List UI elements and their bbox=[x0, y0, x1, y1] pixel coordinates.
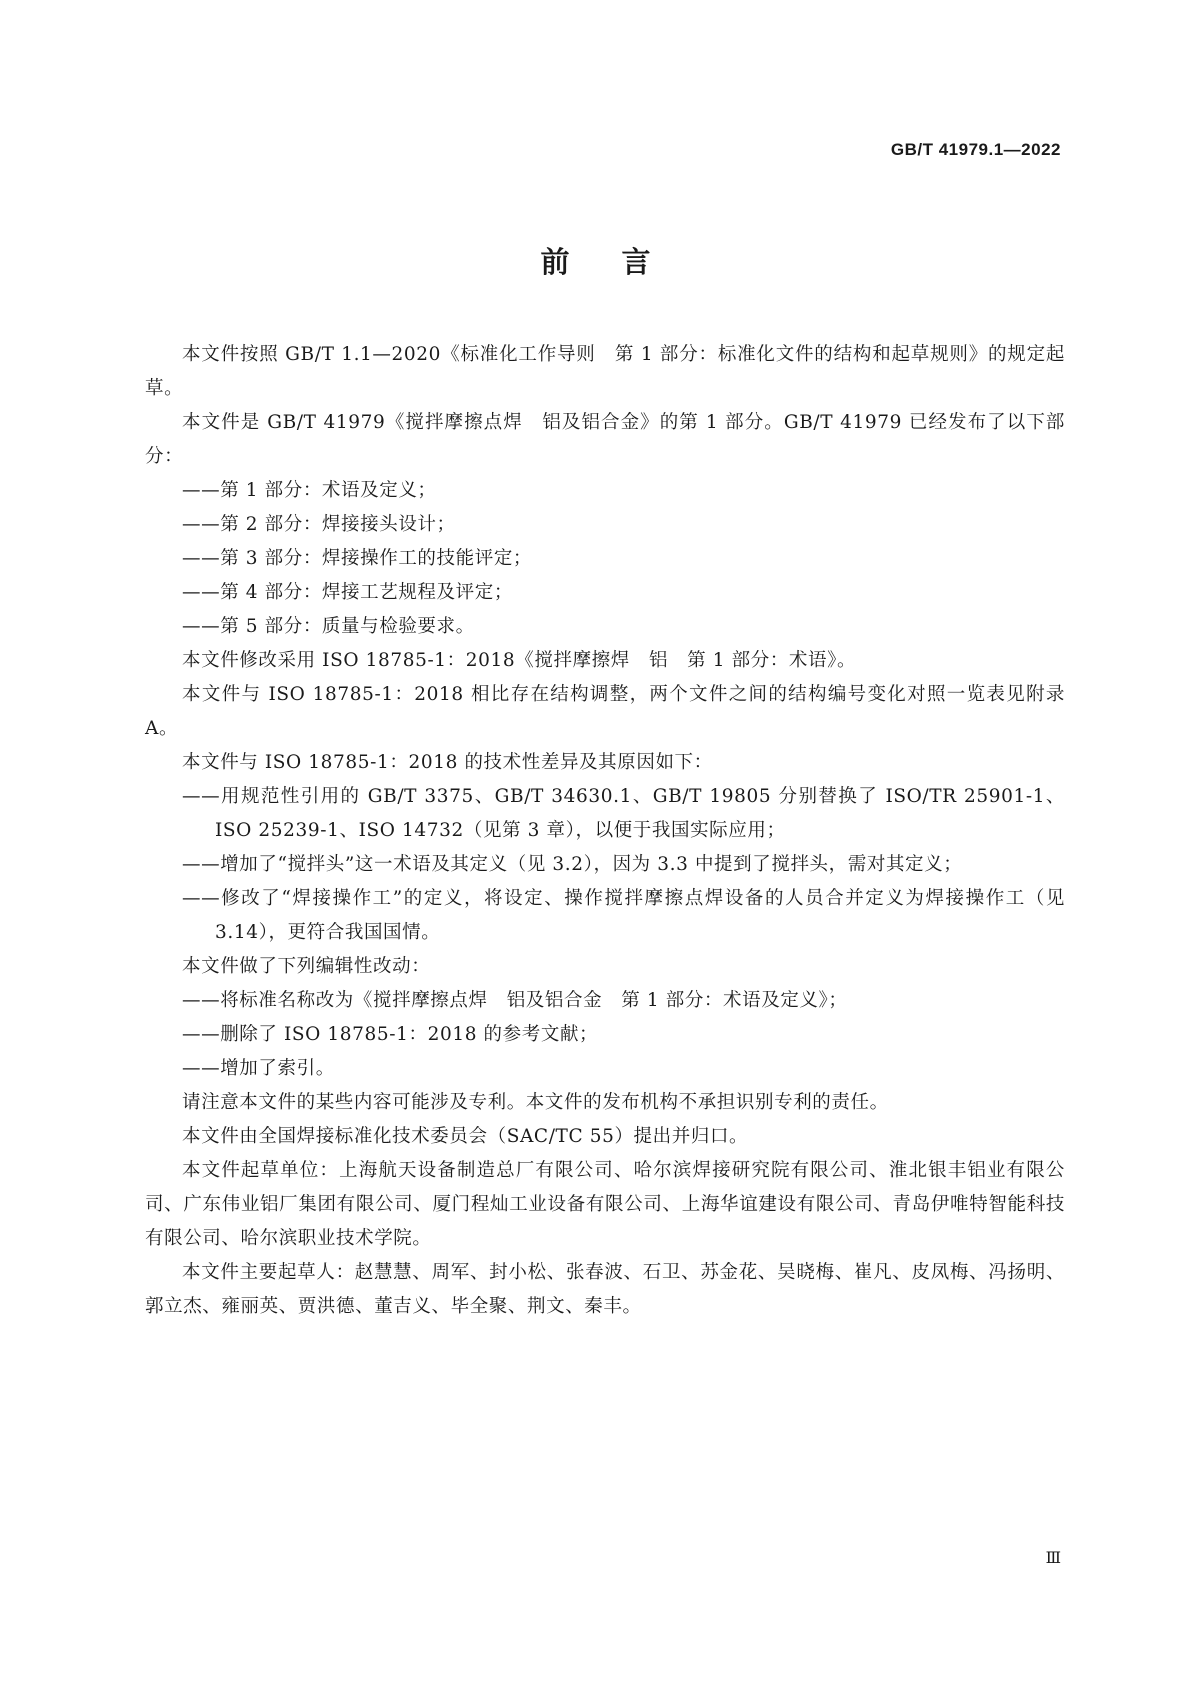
list-item-part-1: ——第 1 部分：术语及定义； bbox=[182, 480, 437, 501]
page-number: Ⅲ bbox=[1045, 1548, 1061, 1567]
list-item-tech-diff-1: ——用规范性引用的 GB/T 3375、GB/T 34630.1、GB/T 19805 分别替换了 ISO/TR 25901-1、ISO 25239-1、ISO 14732（见第 3 章），以便于我国实际应用； bbox=[182, 786, 1065, 841]
list-item-part-5: ——第 5 部分：质量与检验要求。 bbox=[182, 616, 475, 637]
paragraph-series-intro: 本文件是 GB/T 41979《搅拌摩擦点焊 铝及铝合金》的第 1 部分。GB/T 41979 已经发布了以下部分： bbox=[145, 412, 1065, 467]
paragraph-adoption: 本文件修改采用 ISO 18785-1：2018《搅拌摩擦焊 铝 第 1 部分：术语》。 bbox=[182, 650, 857, 671]
list-item-editorial-3: ——增加了索引。 bbox=[182, 1058, 335, 1079]
list-item-editorial-2: ——删除了 ISO 18785-1：2018 的参考文献； bbox=[182, 1024, 599, 1045]
paragraph-editorial-changes: 本文件做了下列编辑性改动： bbox=[182, 956, 431, 977]
standard-code: GB/T 41979.1—2022 bbox=[890, 140, 1061, 159]
paragraph-structure-change: 本文件与 ISO 18785-1：2018 相比存在结构调整，两个文件之间的结构编号变化对照一览表见附录 A。 bbox=[145, 684, 1065, 739]
paragraph-patent-notice: 请注意本文件的某些内容可能涉及专利。本文件的发布机构不承担识别专利的责任。 bbox=[182, 1092, 889, 1113]
document-body bbox=[145, 338, 1065, 1324]
paragraph-proposer: 本文件由全国焊接标准化技术委员会（SAC/TC 55）提出并归口。 bbox=[182, 1126, 749, 1147]
page-title: 前言 bbox=[540, 245, 703, 279]
paragraph-drafters: 本文件主要起草人：赵慧慧、周军、封小松、张春波、石卫、苏金花、吴晓梅、崔凡、皮凤梅、冯扬明、郭立杰、雍丽英、贾洪德、董吉义、毕全聚、荆文、秦丰。 bbox=[145, 1262, 1065, 1317]
list-item-tech-diff-2: ——增加了“搅拌头”这一术语及其定义（见 3.2），因为 3.3 中提到了搅拌头，需对其定义； bbox=[182, 854, 963, 875]
list-item-editorial-1: ——将标准名称改为《搅拌摩擦点焊 铝及铝合金 第 1 部分：术语及定义》； bbox=[182, 990, 848, 1011]
list-item-tech-diff-3: ——修改了“焊接操作工”的定义，将设定、操作搅拌摩擦点焊设备的人员合并定义为焊接操作工（见 3.14），更符合我国国情。 bbox=[182, 888, 1065, 943]
list-item-part-4: ——第 4 部分：焊接工艺规程及评定； bbox=[182, 582, 513, 603]
paragraph-drafting-units: 本文件起草单位：上海航天设备制造总厂有限公司、哈尔滨焊接研究院有限公司、淮北银丰铝业有限公司、广东伟业铝厂集团有限公司、厦门程灿工业设备有限公司、上海华谊建设有限公司、青岛伊唯特智能科技有限公司、哈尔滨职业技术学院。 bbox=[145, 1160, 1065, 1249]
paragraph-drafting-rules: 本文件按照 GB/T 1.1—2020《标准化工作导则 第 1 部分：标准化文件的结构和起草规则》的规定起草。 bbox=[145, 344, 1065, 399]
list-item-part-2: ——第 2 部分：焊接接头设计； bbox=[182, 514, 456, 535]
list-item-part-3: ——第 3 部分：焊接操作工的技能评定； bbox=[182, 548, 533, 569]
paragraph-technical-differences: 本文件与 ISO 18785-1：2018 的技术性差异及其原因如下： bbox=[182, 752, 713, 773]
